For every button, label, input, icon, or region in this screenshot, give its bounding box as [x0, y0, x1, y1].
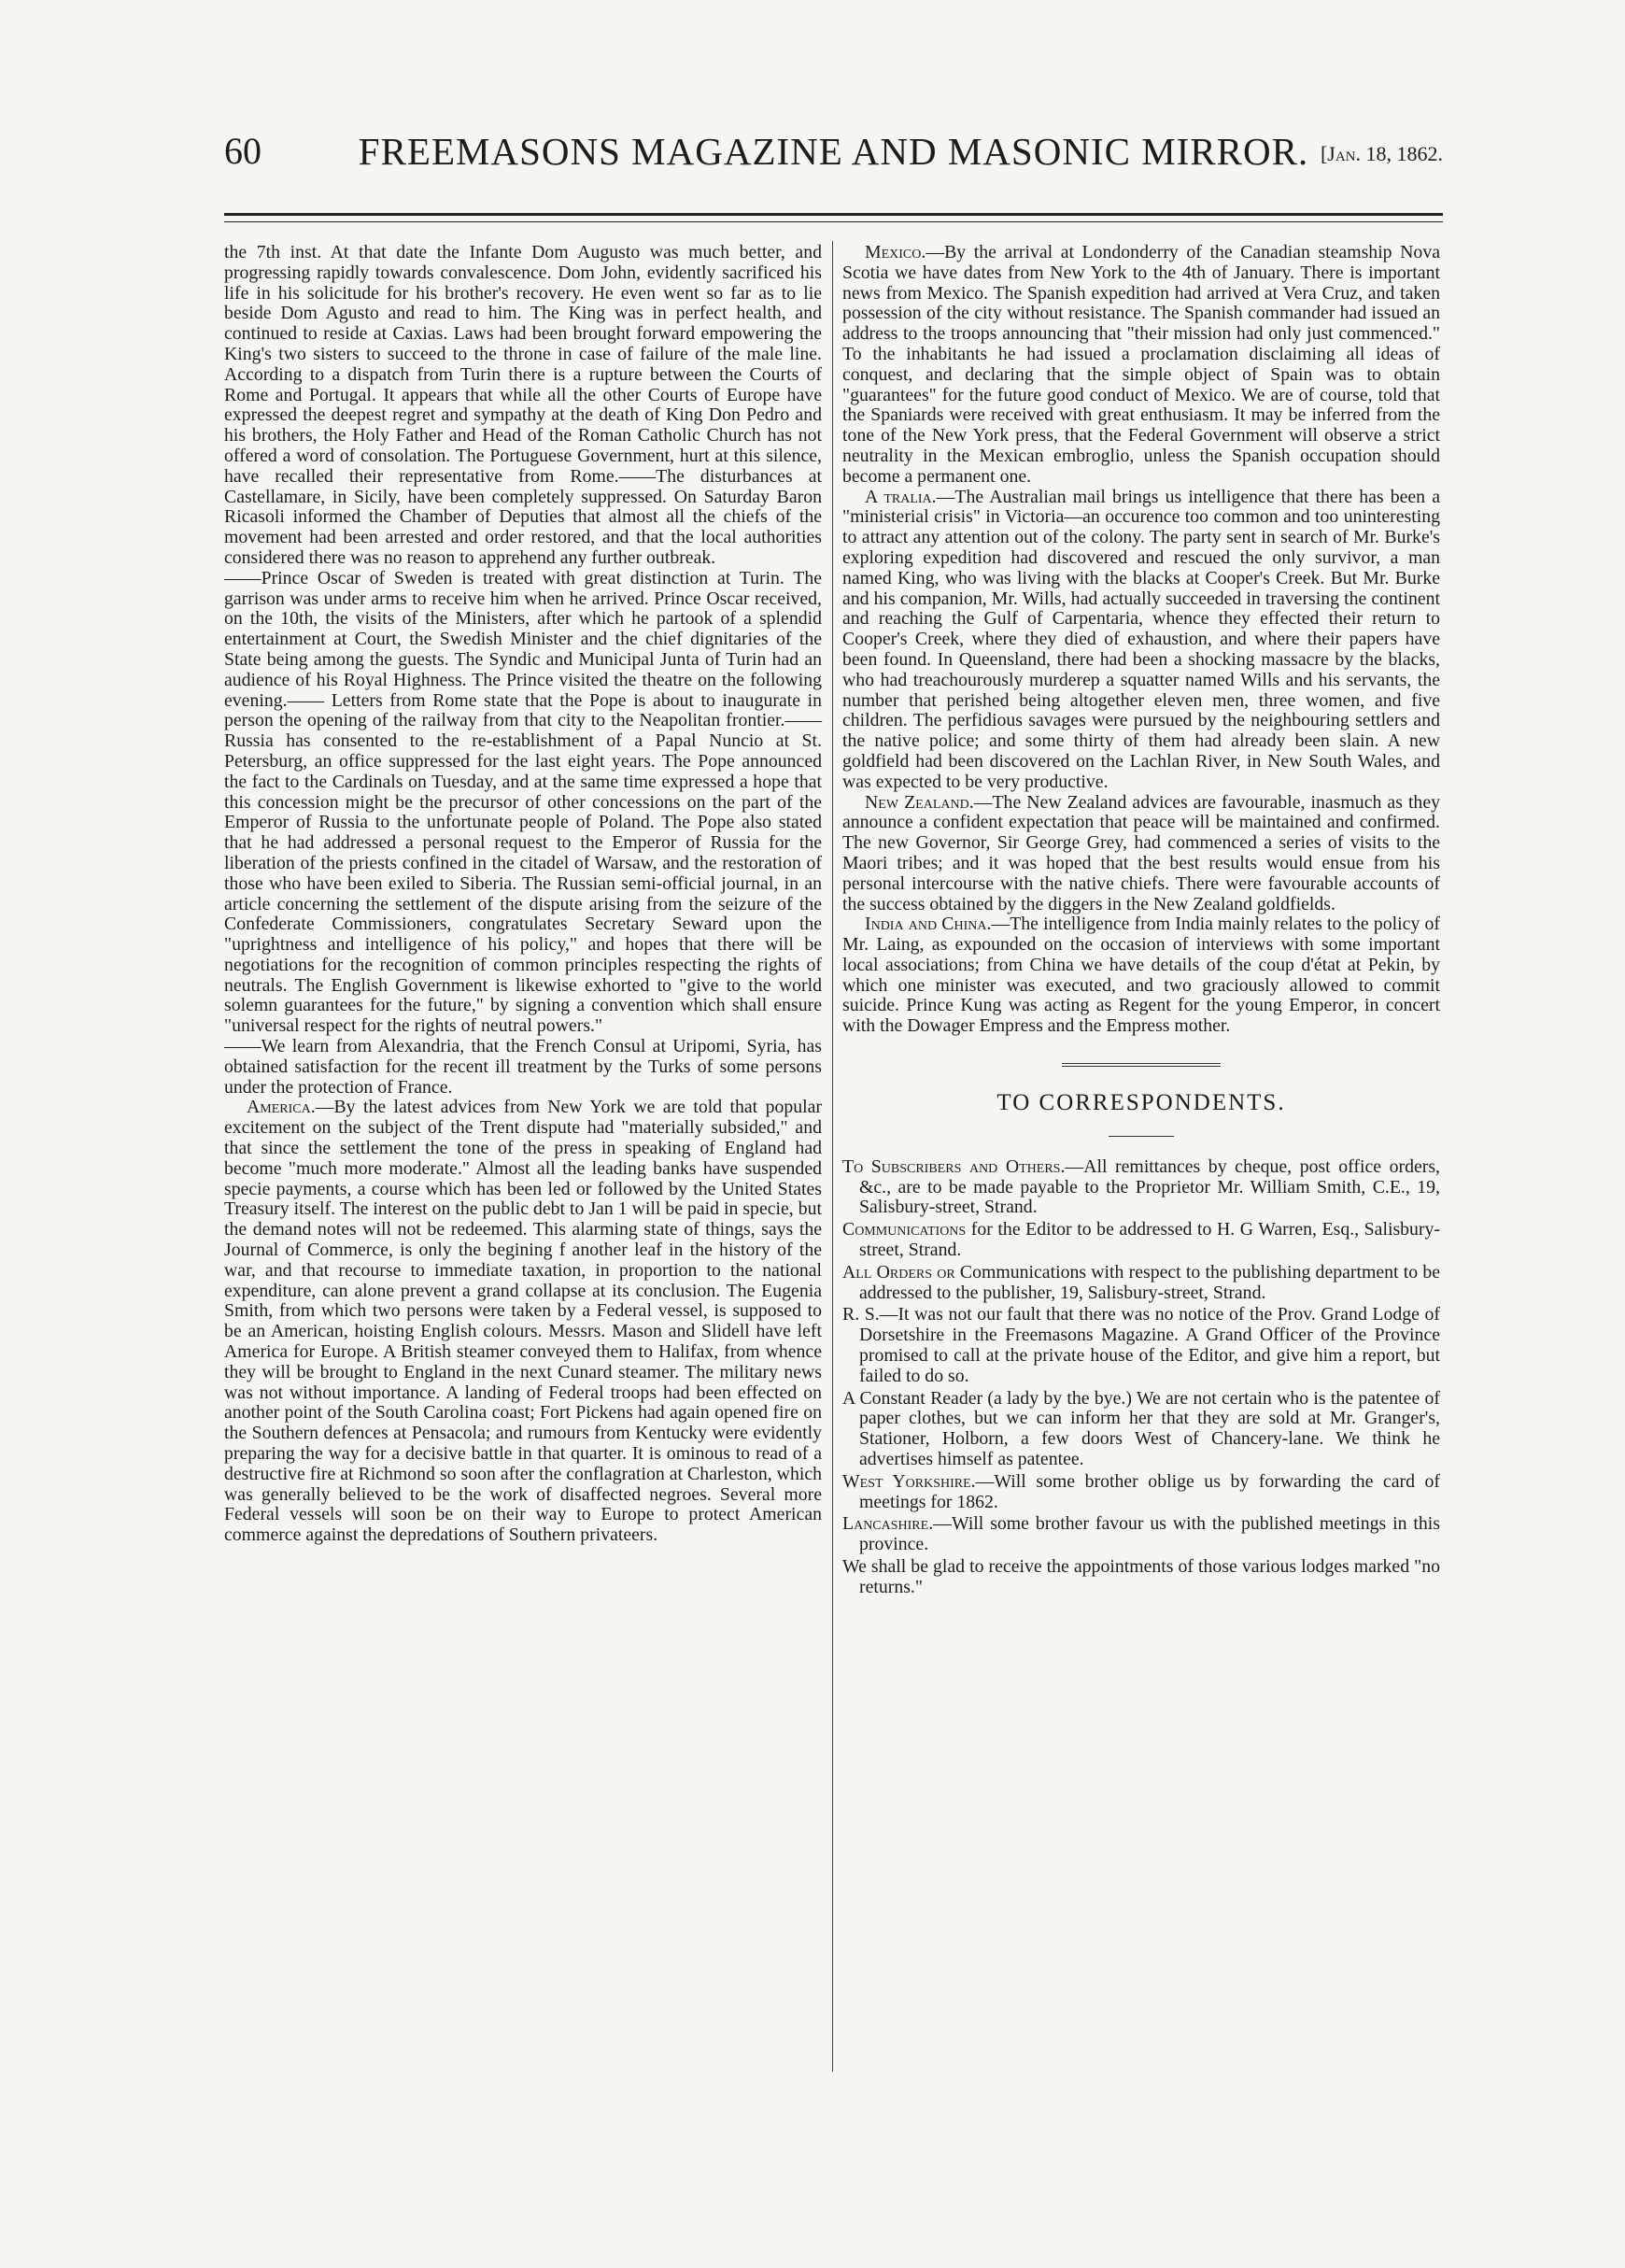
- page-header: [224, 129, 1443, 204]
- section-lead: New Zealand.: [865, 791, 974, 813]
- column-divider: [832, 241, 833, 2072]
- note-lead: R. S.: [842, 1304, 880, 1325]
- section-text: —The intelligence from India mainly relates to the policy of Mr. Laing, as expounded on the occasion of interviews with some important local associations; from China we have details of the coup d'état at Pekin, by which one minister was executed, and two graciously allowed to commit suicide. Prince Kung was acting as Regent for the young Emperor, in concert with the Dowager Empress and the Empress mother.: [842, 914, 1440, 1037]
- new-zealand-paragraph: [842, 793, 1440, 915]
- section-subrule: [1109, 1136, 1174, 1137]
- note-text: —It was not our fault that there was no notice of the Prov. Grand Lodge of Dorsetshire in the Freemasons Magazine. A Grand Officer of the Province promised to call at the private house of the Editor, and give him a report, but failed to do so.: [859, 1304, 1440, 1386]
- note-lead: To Subscribers and Others.: [842, 1155, 1066, 1177]
- correspondents-list: [842, 1157, 1440, 1598]
- header-rule: [224, 213, 1443, 216]
- section-text: —The Australian mail brings us intelligence that there has been a "ministerial crisis" in Victoria—an occurence too common and too uninteresting to attract any attention out of the colony. The party sent in search of Mr. Burke's exploring expedition had discovered and rescued the only survivor, a man named King, who was living with the blacks at Cooper's Creek. But Mr. Burke and his companion, Mr. Wills, had actually succeeded in traversing the continent and reaching the Gulf of Carpentaria, whence they effected their return to Cooper's Creek, where they died of exhaustion, and where their papers have been found. In Queensland, there had been a shocking massacre by the blacks, who had treachourously murderep a squatter named Wills and his servants, the number that perished being altogether eleven men, three women, and five children. The perfidious savages were pursued by the neighbouring settlers and the native police; and some thirty of them had already been slain. A new goldfield had been discovered on the Lachlan River, in New South Wales, and was expected to be very productive.: [842, 486, 1440, 792]
- note-text: (a lady by the bye.) We are not certain who is the patentee of paper clothes, but we can inform her that they are sold at Mr. Granger's, Stationer, Holborn, a few doors West of Chancery-lane. We think he advertises himself as patentee.: [859, 1387, 1440, 1470]
- section-text: —By the arrival at Londonderry of the Canadian steamship Nova Scotia we have dates from New York to the 4th of January. There is important news from Mexico. The Spanish expedition had arrived at Vera Cruz, and taken possession of the city without resistance. The Spanish commander had issued an address to the troops announcing that "their mission had only just commenced." To the inhabitants he had issued a proclamation disclaiming all ideas of conquest, and declaring that the simple object of Spain was to obtain "guarantees" for the future good conduct of Mexico. We are of course, told that the Spaniards were received with great enthusiasm. It may be inferred from the tone of the New York press, that the Federal Government will observe a strict neutrality in the Mexican embroglio, unless the Spanish occupation should become a permanent one.: [842, 242, 1440, 487]
- section-text: —By the latest advices from New York we are told that popular excitement on the subject of the Trent dispute had "materially subsided," and that since the settlement the tone of the press in speaking of England had become "much more moderate." Almost all the leading banks have suspended specie payments, a course which has been led or followed by the United States Treasury itself. The interest on the public debt to Jan 1 will be paid in specie, but the demand notes will not be redeemed. This alarming state of things, says the Journal of Commerce, is only the begining f another leaf in the history of the war, and that recourse to immediate taxation, in proportion to the national expenditure, can alone prevent a grand collapse at its conclusion. The Eugenia Smith, from which two persons were taken by a Federal vessel, is supposed to be an American, hoisting English colours. Messrs. Mason and Slidell have left America for Europe. A British steamer conveyed them to Halifax, from whence they will be brought to England in the next Cunard steamer. The military news was not without importance. A landing of Federal troops had been effected on another point of the South Carolina coast; Fort Pickens had again opened fire on the Southern defences at Pensacola; and rumours from Kentucky were evidently preparing the way for a decisive battle in that quarter. It is ominous to read of a destructive fire at Richmond so soon after the conflagration at Charleston, which was generally believed to be the work of disaffected negroes. Several more Federal vessels will soon be on their way to Europe to protect American commerce against the depredations of Southern privateers.: [224, 1097, 822, 1546]
- note-text: —Will some brother oblige us by forwarding the card of meetings for 1862.: [859, 1470, 1440, 1512]
- correspondent-note: [842, 1557, 1440, 1598]
- note-lead: West Yorkshire.: [842, 1470, 976, 1492]
- america-paragraph: [224, 1098, 822, 1546]
- note-text: We shall be glad to receive the appointments of those various lodges marked "no returns.": [842, 1556, 1440, 1597]
- article-paragraph: the 7th inst. At that date the Infante Dom Augusto was much better, and progressing rapidly towards convalescence. Dom John, evidently sacrificed his life in his solicitude for his brother's recovery. He even went so far as to lie beside Dom Agusto and read to him. The King was in perfect health, and continued to reside at Caxias. Laws had been brought forward empowering the King's two sisters to succeed to the throne in case of failure of the male line. According to a dispatch from Turin there is a rupture between the Courts of Rome and Portugal. It appears that while all the other Courts of Europe have expressed the deepest regret and sympathy at the death of King Don Pedro and his brothers, the Holy Father and Head of the Roman Catholic Church has not offered a word of consolation. The Portuguese Government, hurt at this silence, have recalled their representative from Rome.——The disturbances at Castellamare, in Sicily, have been completely suppressed. On Saturday Baron Ricasoli informed the Chamber of Deputies that almost all the chiefs of the movement had been arrested and order restored, and that the local authorities considered there was no reason to apprehend any further outbreak.: [224, 242, 822, 568]
- mexico-paragraph: [842, 243, 1440, 488]
- india-china-paragraph: [842, 914, 1440, 1037]
- note-text: —All remittances by cheque, post office orders, &c., are to be made payable to the Proprietor Mr. William Smith, C.E., 19, Salisbury-street, Strand.: [859, 1155, 1440, 1218]
- left-column: [224, 243, 822, 1546]
- article-paragraph: ——We learn from Alexandria, that the French Consul at Uripomi, Syria, has obtained satisfaction for the recent ill treatment by the Turks of some persons under the protection of France.: [224, 1036, 822, 1098]
- header-rule-thin: [224, 221, 1443, 222]
- note-text: for the Editor to be addressed to H. G Warren, Esq., Salisbury-street, Strand.: [859, 1219, 1440, 1261]
- correspondents-title: TO CORRESPONDENTS.: [996, 1090, 1286, 1116]
- note-text: —Will some brother favour us with the published meetings in this province.: [859, 1513, 1440, 1555]
- note-lead: All Orders or: [842, 1261, 955, 1283]
- note-lead: Lancashire.: [842, 1513, 934, 1535]
- correspondent-note: [842, 1157, 1440, 1218]
- correspondent-note: [842, 1220, 1440, 1261]
- correspondent-note: [842, 1263, 1440, 1304]
- section-lead: Mexico.: [865, 242, 926, 262]
- issue-date: [Jan. 18, 1862.: [1320, 142, 1443, 165]
- article-paragraph: ——Prince Oscar of Sweden is treated with great distinction at Turin. The garrison was under arms to receive him when he arrived. Prince Oscar received, on the 10th, the visits of the Ministers, after which he partook of a splendid entertainment at Court, the Swedish Minister and the chief dignitaries of the State being among the guests. The Syndic and Municipal Junta of Turin had an audience of his Royal Highness. The Prince visited the theatre on the following evening.—— Letters from Rome state that the Pope is about to inaugurate in person the opening of the railway from that city to the Neapolitan frontier.——Russia has consented to the re-establishment of a Papal Nuncio at St. Petersburg, an office suppressed for the last eight years. The Pope announced the fact to the Cardinals on Tuesday, and at the same time expressed a hope that this concession might be the precursor of other concessions on the part of the Emperor of Russia to the unfortunate people of Poland. The Pope also stated that he had addressed a personal request to the Emperor of Russia for the liberation of the priests confined in the citadel of Warsaw, and the restoration of those who have been exiled to Siberia. The Russian semi-official journal, in an article concerning the settlement of the dispute arising from the seizure of the Confederate Commissioners, congratulates Secretary Seward upon the "uprightness and intelligence of his policy," and hopes that there will be negotiations for the recognition of common principles respecting the rights of neutrals. The English Government is likewise exhorted to "give to the world solemn guarantees for the future," by signing a convention which shall ensure "universal respect for the rights of neutral powers.": [224, 567, 822, 1037]
- section-divider: [1062, 1063, 1221, 1067]
- magazine-title: FREEMASONS MAGAZINE AND MASONIC MIRROR.: [358, 130, 1309, 173]
- correspondent-note: [842, 1389, 1440, 1470]
- page-number: 60: [224, 130, 261, 172]
- correspondent-note: [842, 1472, 1440, 1513]
- section-lead: America.: [247, 1097, 316, 1118]
- note-text: Communications with respect to the publishing department to be addressed to the publisher, 19, Salisbury-street, Strand.: [859, 1261, 1441, 1303]
- right-column: [842, 243, 1440, 1600]
- australia-paragraph: [842, 488, 1440, 793]
- note-lead: A Constant Reader: [842, 1387, 983, 1409]
- section-lead: India and China.: [865, 914, 992, 935]
- correspondent-note: [842, 1514, 1440, 1555]
- note-lead: Communications: [842, 1219, 967, 1240]
- section-text: —The New Zealand advices are favourable, inasmuch as they announce a confident expectation that peace will be maintained and confirmed. The new Governor, Sir George Grey, had commenced a series of visits to the Maori tribes; and it was hoped that the best results would ensue from his personal intercourse with the native chiefs. There were favourable accounts of the success obtained by the diggers in the New Zealand goldfields.: [842, 791, 1440, 914]
- correspondent-note: [842, 1305, 1440, 1386]
- section-lead: A tralia.: [865, 486, 937, 507]
